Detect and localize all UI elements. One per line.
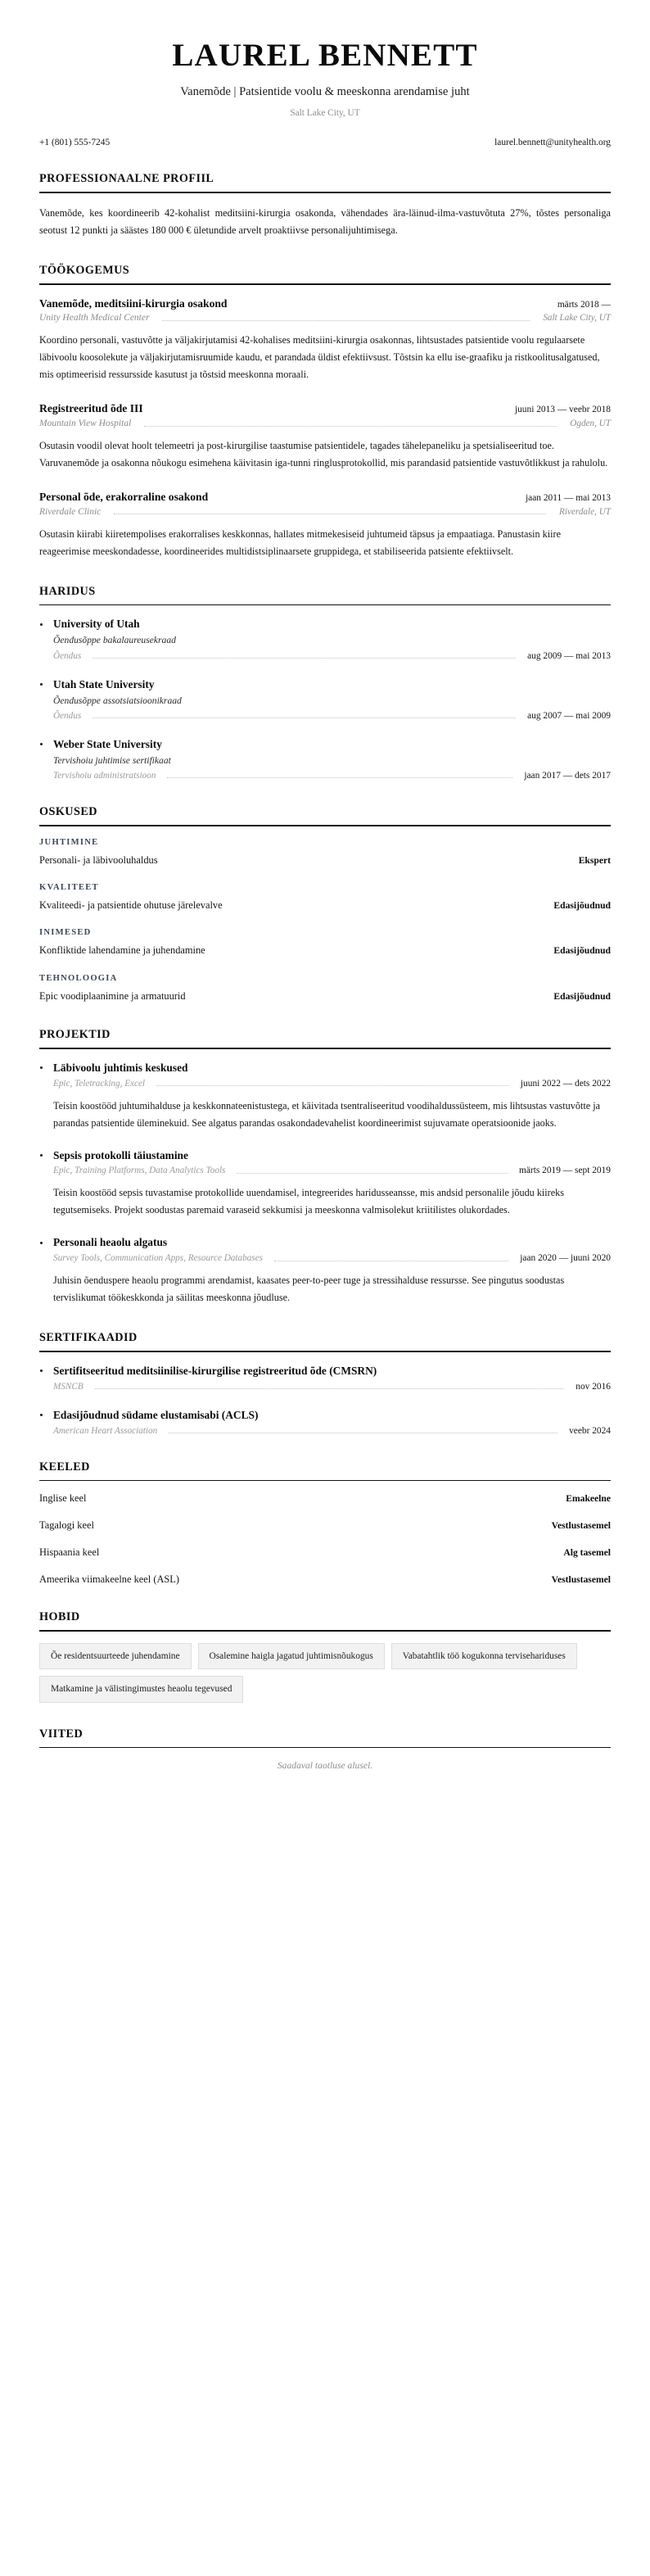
skill-row (39, 853, 611, 867)
hobbies-body (39, 1632, 611, 1703)
education-item (39, 617, 611, 660)
experience-role: Personal õde, erakorraline osakond (39, 491, 209, 504)
experience-header (39, 401, 611, 416)
dotted-leader (95, 1388, 565, 1389)
experience-location: Riverdale, UT (559, 506, 611, 517)
bullet-icon (40, 1154, 43, 1157)
skill-category-label: KVALITEET (39, 882, 99, 892)
dotted-leader (237, 1173, 508, 1174)
project-description: Juhisin õenduspere heaolu programmi arendamist, kaasates peer-to-peer tuge ja stressihalduse ressursse. See pingutus soodustas tervislikumat töökeskkonda ja säilitas meeskonna jõudluse. (53, 1274, 565, 1304)
skill-level: Edasijõudnud (553, 990, 611, 1002)
professional-headline: Vanemõde | Patsientide voolu & meeskonna arendamise juht (180, 84, 470, 98)
hobby-tag: Osalemine haigla jagatud juhtimisnõukogus (198, 1643, 385, 1669)
skill-row (39, 944, 611, 958)
education-meta (53, 651, 611, 661)
certification-name: Edasijõudnud südame elustamisabi (ACLS) (53, 1408, 259, 1421)
section-heading-skills: OSKUSED (39, 804, 97, 818)
certification-meta (53, 1382, 611, 1392)
hobby-tag: Õe residentsuurteede juhendamine (39, 1643, 192, 1669)
experience-subheader (39, 419, 611, 428)
project-dates: jaan 2020 — juuni 2020 (520, 1253, 611, 1264)
skill-category-label: JUHTIMINE (39, 837, 99, 847)
section-education (39, 585, 611, 781)
language-row (39, 1573, 611, 1586)
skill-row (39, 899, 611, 912)
section-heading-experience: TÖÖKOGEMUS (39, 263, 130, 277)
project-tools: Epic, Training Platforms, Data Analytics Tools (53, 1166, 226, 1176)
section-experience (39, 264, 611, 560)
education-item (39, 677, 611, 721)
page-title: LAUREL BENNETT (172, 38, 478, 73)
section-references (39, 1727, 611, 1773)
certification-date: veebr 2024 (569, 1425, 611, 1436)
skill-level: Edasijõudnud (553, 945, 611, 957)
profile-body (39, 193, 611, 239)
education-dates: jaan 2017 — dets 2017 (524, 770, 611, 781)
section-heading-projects: PROJEKTID (39, 1028, 111, 1042)
dotted-leader (93, 658, 516, 659)
project-item (39, 1235, 611, 1306)
certification-date: nov 2016 (576, 1381, 611, 1392)
dotted-leader (167, 777, 512, 778)
project-name: Sepsis protokolli täiustamine (53, 1148, 188, 1161)
section-profile (39, 172, 611, 239)
experience-role: Vanemõde, meditsiini-kirurgia osakond (39, 297, 228, 310)
project-tools: Epic, Teletracking, Excel (53, 1078, 146, 1089)
education-school: University of Utah (53, 618, 140, 631)
experience-description: Koordino personali, vastuvõtte ja väljakirjutamisi 42-kohalises meditsiini-kirurgia osakonnas, lihtsustades patsientide voolu regulaarsete läbivoolu koosolekute ja väljakirjutamisruumide kaudu, et parandada üldist efektiivsust. Tõstsin ka ellu ise-graafiku ja ristkoolitusalgatused, mis optimeerisid ressursside kasutust ja tõstsid meeskonna moraali. (39, 334, 600, 381)
email-address[interactable]: laurel.bennett@unityhealth.org (494, 138, 611, 148)
project-meta (53, 1253, 611, 1263)
language-level: Emakeelne (566, 1493, 611, 1505)
section-heading-certifications: SERTIFIKAADID (39, 1331, 138, 1345)
education-dates: aug 2009 — mai 2013 (527, 650, 611, 661)
skill-name: Personali- ja läbivooluhaldus (39, 853, 158, 866)
language-name: Ameerika viimakeelne keel (ASL) (39, 1573, 179, 1586)
bullet-icon (40, 743, 43, 745)
certification-issuer: American Heart Association (53, 1425, 158, 1436)
language-name: Inglise keel (39, 1492, 87, 1505)
dotted-leader (144, 426, 557, 427)
experience-organization: Riverdale Clinic (39, 506, 102, 517)
experience-item (39, 490, 611, 560)
language-level: Vestlustasemel (551, 1574, 611, 1586)
education-dates: aug 2007 — mai 2009 (527, 710, 611, 721)
skill-name: Kvaliteedi- ja patsientide ohutuse järelevalve (39, 899, 223, 911)
skill-level: Edasijõudnud (553, 899, 611, 911)
education-body (39, 605, 611, 781)
experience-dates: märts 2018 — (557, 299, 611, 310)
education-item (39, 737, 611, 781)
section-heading-education: HARIDUS (39, 584, 96, 598)
experience-description: Osutasin kiirabi kiiretempolises erakorralises keskkonnas, hallates mitmekesiseid juhtumeid täpsus ja empaatiaga. Panustasin kiire reageerimise meeskondadesse, koordineerides multidistsiplinaarsete gruppidega, et stabiliseerida patsiente efektiivselt. (39, 527, 561, 557)
project-meta (53, 1079, 611, 1089)
education-degree: Tervishoiu juhtimise sertifikaat (53, 754, 171, 766)
language-level: Vestlustasemel (551, 1520, 611, 1532)
experience-dates: juuni 2013 — veebr 2018 (514, 405, 611, 415)
language-level: Alg tasemel (563, 1547, 611, 1559)
section-heading-hobbies: HOBID (39, 1610, 80, 1624)
experience-body (39, 285, 611, 560)
experience-organization: Unity Health Medical Center (39, 313, 150, 324)
experience-organization: Mountain View Hospital (39, 419, 132, 429)
skill-group (39, 838, 611, 867)
contact-row (39, 138, 611, 147)
experience-dates: jaan 2011 — mai 2013 (526, 493, 611, 504)
experience-subheader (39, 313, 611, 323)
languages-body (39, 1481, 611, 1586)
skill-category-label: INIMESED (39, 928, 92, 938)
certification-issuer: MSNCB (53, 1381, 84, 1392)
language-name: Tagalogi keel (39, 1519, 94, 1532)
language-name: Hispaania keel (39, 1546, 100, 1559)
skill-group (39, 883, 611, 912)
language-row (39, 1492, 611, 1505)
section-hobbies (39, 1610, 611, 1702)
section-heading-profile: PROFESSIONAALNE PROFIIL (39, 172, 214, 186)
references-note: Saadaval taotluse alusel. (277, 1760, 373, 1772)
experience-description: Osutasin voodil olevat hoolt telemeetri ja post-kirurgilise taastumise patsientidele, tagades tähelepaneliku ja spetsialiseeritud toe. Varuvanemõde ja osakonna nõukogu esimehena käivitasin iga-tunni ringlusprotokollid, mis parandasid patsientide vastuvõtlikkust ja rahulolu. (39, 440, 608, 469)
header-location: Salt Lake City, UT (290, 108, 360, 119)
profile-summary-text: Vanemõde, kes koordineerib 42-kohalist meditsiini-kirurgia osakonda, vähendades ära-läinud-ilma-vastuvõtuta 27%, tõstes personaliga seotust 12 punkti ja säästes 180 000 € ületundide arvelt proaktiivse personalijuhtimisega. (39, 206, 611, 236)
certifications-body (39, 1352, 611, 1436)
skill-level: Ekspert (578, 854, 611, 866)
project-dates: juuni 2022 — dets 2022 (520, 1078, 611, 1089)
experience-location: Ogden, UT (570, 419, 611, 429)
education-field: Tervishoiu administratsioon (53, 770, 156, 781)
bullet-icon (40, 683, 43, 686)
hobby-tag-list (39, 1643, 611, 1703)
experience-role: Registreeritud õde III (39, 402, 143, 415)
experience-item (39, 297, 611, 384)
skill-name: Epic voodiplaanimine ja armatuurid (39, 989, 186, 1002)
bullet-icon (40, 1242, 43, 1244)
experience-header (39, 490, 611, 505)
project-name: Personali heaolu algatus (53, 1236, 168, 1249)
skill-category-label: TEHNOLOOGIA (39, 973, 118, 983)
bullet-icon (40, 1369, 43, 1372)
experience-header (39, 297, 611, 311)
skill-group (39, 974, 611, 1003)
education-degree: Õendusõppe bakalaureusekraad (53, 635, 176, 646)
project-item (39, 1148, 611, 1220)
section-projects (39, 1028, 611, 1306)
section-languages (39, 1460, 611, 1587)
section-skills (39, 805, 611, 1003)
skill-row (39, 989, 611, 1003)
education-school: Utah State University (53, 677, 155, 690)
education-meta (53, 711, 611, 721)
language-row (39, 1546, 611, 1559)
project-name: Läbivoolu juhtimis keskused (53, 1061, 188, 1074)
experience-location: Salt Lake City, UT (543, 313, 611, 324)
education-degree: Õendusõppe assotsiatsioonikraad (53, 695, 182, 706)
section-heading-languages: KEELED (39, 1460, 90, 1474)
certification-name: Sertifitseeritud meditsiinilise-kirurgilise registreeritud õde (CMSRN) (53, 1364, 377, 1377)
project-item (39, 1061, 611, 1132)
bullet-icon (40, 1066, 43, 1069)
certification-item (39, 1364, 611, 1392)
section-heading-references: VIITED (39, 1727, 84, 1741)
phone-number[interactable]: +1 (801) 555-7245 (39, 138, 111, 148)
education-school: Weber State University (53, 737, 162, 750)
resume-header (39, 31, 611, 147)
dotted-leader (156, 1085, 509, 1086)
section-certifications (39, 1331, 611, 1436)
bullet-icon (40, 1414, 43, 1416)
bullet-icon (40, 623, 43, 626)
skills-body (39, 826, 611, 1003)
education-field: Õendus (53, 650, 82, 661)
experience-subheader (39, 507, 611, 517)
certification-item (39, 1408, 611, 1436)
hobby-tag: Vabatahtlik töö kogukonna tervisehariduses (391, 1643, 577, 1669)
education-field: Õendus (53, 710, 82, 721)
project-tools: Survey Tools, Communication Apps, Resource Databases (53, 1253, 263, 1264)
project-description: Teisin koostööd sepsis tuvastamise protokollide uuendamisel, integreerides haridusseansse, mis andsid personalile jõudu kiireks tegutsemiseks. Projekt soodustas paremaid varaseid sekkumisi ja meeskonna valmisolekut kriitilistes olukordades. (53, 1187, 564, 1216)
skill-name: Konfliktide lahendamine ja juhendamine (39, 944, 205, 957)
skill-group (39, 928, 611, 958)
project-meta (53, 1166, 611, 1175)
project-description: Teisin koostööd juhtumihalduse ja keskkonnateenistustega, et käivitada tsentraliseeritud voodihaldussüsteem, mis lihtsustas vastuvõtte ja parandas patsientide üleminekuid. See algatus parandas osakondadevahelist koordineerimist sujuvamate operatsioonide jaoks. (53, 1099, 600, 1129)
projects-body (39, 1049, 611, 1307)
dotted-leader (162, 320, 530, 321)
experience-item (39, 401, 611, 472)
hobby-tag: Matkamine ja välistingimustes heaolu tegevused (39, 1676, 243, 1702)
language-row (39, 1519, 611, 1532)
certification-meta (53, 1426, 611, 1436)
project-dates: märts 2019 — sept 2019 (519, 1166, 611, 1176)
education-meta (53, 771, 611, 781)
